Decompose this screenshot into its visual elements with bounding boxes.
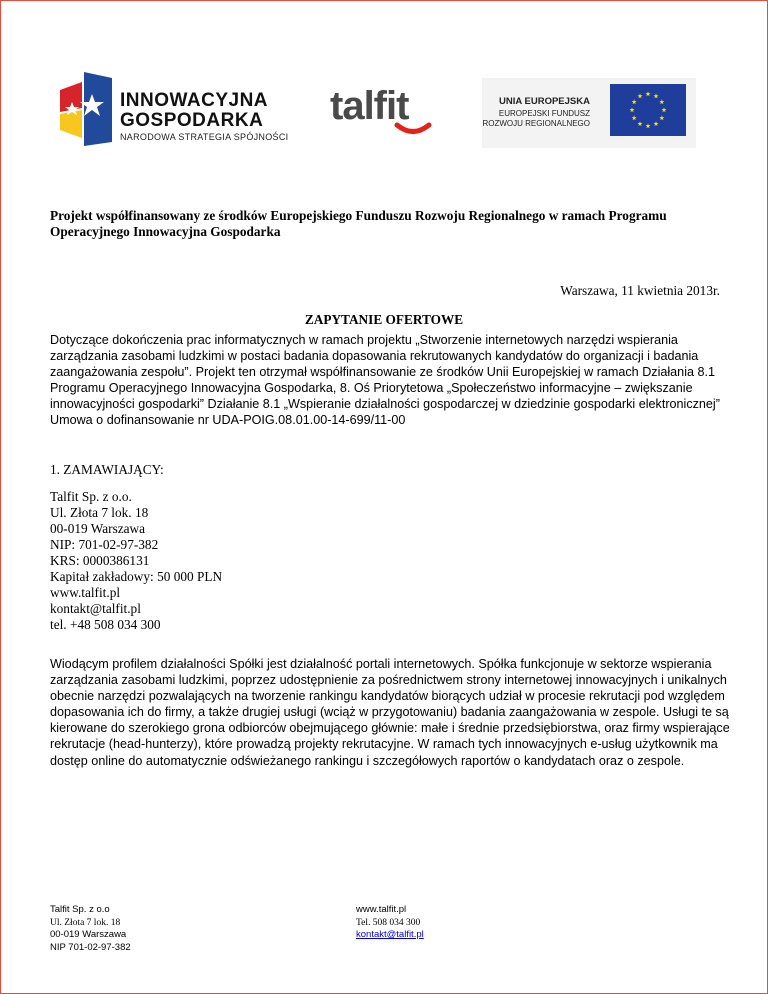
- company-website: www.talfit.pl: [50, 585, 121, 600]
- footer-phone: Tel. 508 034 300: [356, 917, 421, 928]
- company-nip: NIP: 701-02-97-382: [50, 537, 159, 552]
- document-title: ZAPYTANIE OFERTOWE: [304, 312, 464, 327]
- talfit-wordmark: talfit: [330, 84, 409, 128]
- eu-fund-line2: ROZWOJU REGIONALNEGO: [482, 119, 590, 128]
- company-email: kontakt@talfit.pl: [50, 601, 141, 616]
- eu-star-icon: [654, 121, 659, 126]
- company-street: Ul. Złota 7 lok. 18: [50, 505, 149, 520]
- eu-star-icon: [632, 99, 637, 104]
- section-heading-zamawiajacy: 1. ZAMAWIAJĄCY:: [50, 462, 164, 477]
- footer-city: 00-019 Warszawa: [50, 929, 127, 940]
- footer-nip: NIP 701-02-97-382: [50, 941, 131, 953]
- innowacyjna-gospodarka-logo: [54, 72, 290, 146]
- eu-fund-line1: EUROPEJSKI FUNDUSZ: [498, 109, 590, 118]
- company-name: Talfit Sp. z o.o.: [50, 489, 132, 504]
- eu-star-icon: [638, 121, 643, 126]
- company-city: 00-019 Warszawa: [50, 521, 146, 536]
- company-capital: Kapitał zakładowy: 50 000 PLN: [50, 569, 223, 584]
- eu-flag-icon: [610, 84, 686, 136]
- company-details: [50, 489, 222, 633]
- project-header: Projekt współfinansowany ze środków Europejskiego Funduszu Rozwoju Regionalnego w ramach Programu Operacyjnego Innowacyjna Gospodarka: [50, 208, 667, 239]
- footer-website: www.talfit.pl: [356, 904, 407, 915]
- ig-title-line1: INNOWACYJNA: [120, 90, 269, 111]
- eu-star-icon: [654, 94, 659, 99]
- talfit-logo: [330, 84, 440, 136]
- ig-title-line2: GOSPODARKA: [120, 110, 264, 131]
- eu-star-icon: [646, 91, 651, 96]
- date-line: Warszawa, 11 kwietnia 2013r.: [560, 283, 720, 298]
- footer-right: [356, 904, 424, 942]
- company-krs: KRS: 0000386131: [50, 553, 150, 568]
- eu-star-icon: [662, 107, 667, 112]
- footer-company-name: Talfit Sp. z o.o: [50, 904, 110, 915]
- company-profile-paragraph: Wiodącym profilem działalności Spółki jest działalność portali internetowych. Spółka funkcjonuje w sektorze wspierania zarządzania zasobami ludzkimi, poprzez udostępnienie za pośrednictwem strony internetowej innowacyjnych i unikalnych obecnie narzędzi pozwalających na tworzenie rankingu kandydatów biorących udział w procesie rekrutacji pod względem dopasowania ich do firmy, a także drugiej usługi (wciąż w przygotowaniu) badania zaangażowania w zespole. Usługi te są kierowane do szerokiego grona odbiorców obejmującego głównie: małe i średnie przedsiębiorstwa, oraz firmy wspierające rekrutacje (head-hunterzy), które prowadzą projekty rekrutacyjne. W ramach tych innowacyjnych e-usług użytkownik ma dostęp online do automatycznie odświeżanego rankingu i szczegółowych raportów o kandydatach oraz o zespole.: [50, 657, 730, 768]
- ig-emblem-icon: [54, 72, 116, 146]
- eu-logo: [482, 78, 696, 148]
- talfit-smile-icon: [394, 122, 432, 136]
- footer-street: Ul. Złota 7 lok. 18: [50, 917, 121, 928]
- eu-star-icon: [638, 94, 643, 99]
- eu-title: UNIA EUROPEJSKA: [499, 96, 590, 107]
- eu-star-icon: [659, 115, 664, 120]
- eu-star-icon: [630, 107, 635, 112]
- footer-left: [50, 904, 131, 954]
- eu-star-icon: [659, 99, 664, 104]
- eu-star-icon: [646, 123, 651, 128]
- ig-subtitle: NARODOWA STRATEGIA SPÓJNOŚCI: [120, 132, 289, 142]
- footer-email-link[interactable]: kontakt@talfit.pl: [356, 929, 424, 940]
- company-phone: tel. +48 508 034 300: [50, 617, 161, 632]
- intro-paragraph: Dotyczące dokończenia prac informatycznych w ramach projektu „Stworzenie internetowych narzędzi wspierania zarządzania zasobami ludzkimi w postaci badania dopasowania rekrutowanych kandydatów do organizacji i badania zaangażowania zespołu”. Projekt ten otrzymał współfinansowanie ze środków Unii Europejskiej w ramach Działania 8.1 Programu Operacyjnego Innowacyjna Gospodarka, 8. Oś Priorytetowa „Społeczeństwo informacyjne – zwiększanie innowacyjności gospodarki” Działanie 8.1 „Wspieranie działalności gospodarczej w dziedzinie gospodarki elektronicznej” Umowa o dofinansowanie nr UDA-POIG.08.01.00-14-699/11-00: [50, 333, 720, 427]
- eu-star-icon: [632, 115, 637, 120]
